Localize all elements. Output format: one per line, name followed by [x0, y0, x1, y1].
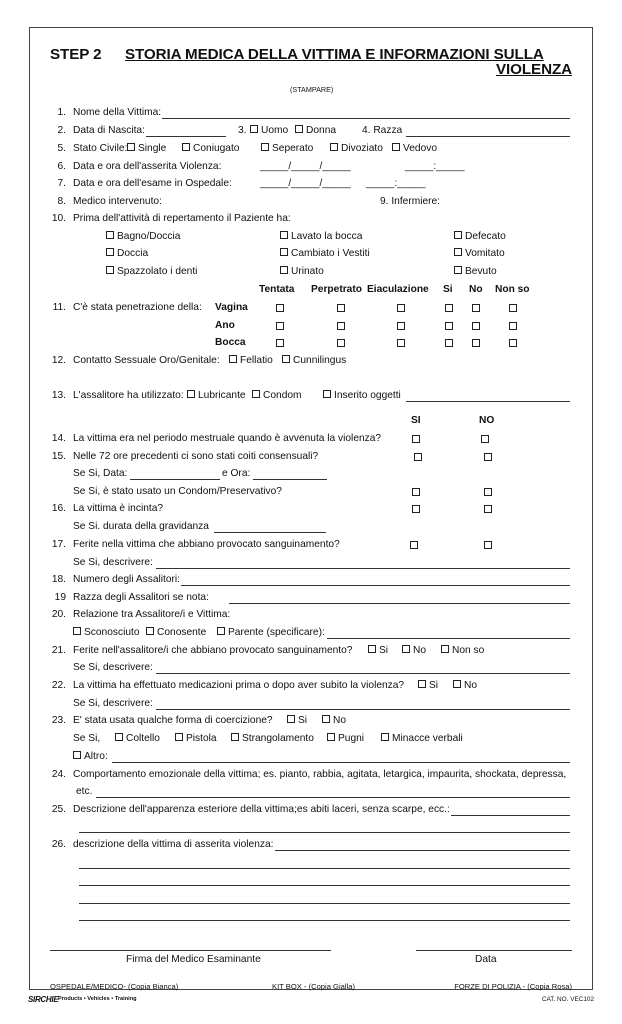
mouth-ejaculation-checkbox[interactable]	[397, 339, 405, 347]
assault-date-field[interactable]: _____/_____/_____	[260, 161, 351, 172]
opt-bath[interactable]: Bagno/Doccia	[106, 231, 180, 243]
opt-urinated[interactable]: Urinato	[280, 266, 324, 278]
vomited-checkbox[interactable]	[454, 248, 462, 256]
q21-describe-field[interactable]	[156, 673, 570, 674]
shower-checkbox[interactable]	[106, 248, 114, 256]
assailant-race-field[interactable]	[229, 603, 570, 604]
col-header-no: No	[469, 284, 483, 295]
q15-label: Nelle 72 ore precedenti ci sono stati coiti consensuali?	[73, 451, 319, 462]
row-anus: Ano	[215, 320, 235, 331]
col-header-unknown: Non so	[495, 284, 530, 295]
q21-label: Ferite nell'assalitore/i che abbiano provocato sanguinamento?	[73, 645, 353, 656]
defecated-checkbox[interactable]	[454, 231, 462, 239]
q10-number: 10.	[51, 213, 66, 224]
opt-changed-clothes[interactable]: Cambiato i Vestiti	[280, 248, 370, 260]
q20-label: Relazione tra Assalitore/i e Vittima:	[73, 609, 231, 620]
mouth-attempted-checkbox[interactable]	[276, 339, 284, 347]
separated-checkbox[interactable]	[261, 143, 269, 151]
marital-divorced[interactable]: Divoziato	[330, 143, 383, 155]
exam-date-field[interactable]: _____/_____/_____	[260, 178, 351, 189]
q17-label: Ferite nella vittima che abbiano provocato sanguinamento?	[73, 539, 340, 550]
q22-yes-checkbox[interactable]	[418, 680, 426, 688]
opt-condom[interactable]: Condom	[252, 390, 302, 402]
q12-label: Contatto Sessuale Oro/Genitale:	[73, 355, 220, 366]
strangulation-checkbox[interactable]	[231, 733, 239, 741]
q17-no-checkbox[interactable]	[484, 541, 492, 549]
copy-yellow: KIT BOX - (Copia Gialla)	[272, 982, 355, 991]
mouth-no-checkbox[interactable]	[472, 339, 480, 347]
col-header-yes: Si	[443, 284, 453, 295]
opt-acquaintance[interactable]: Conosente	[146, 627, 206, 639]
q19-label: Razza degli Assalitori se nota:	[73, 592, 209, 603]
q7-label: Data e ora dell'esame in Ospedale:	[73, 178, 232, 189]
q4-label: 4. Razza	[362, 125, 403, 136]
q16-label: La vittima è incinta?	[73, 503, 164, 514]
q15-number: 15.	[51, 451, 66, 462]
q21-yes-checkbox[interactable]	[368, 645, 376, 653]
q5-number: 5.	[57, 143, 66, 154]
anus-yes-checkbox[interactable]	[445, 322, 453, 330]
q25-label: Descrizione dell'apparenza esteriore della vittima;es abiti laceri, senza scarpe, ecc.:	[73, 804, 450, 815]
relative-specify-field[interactable]	[327, 638, 570, 639]
brand-logo: SIRCHIE	[28, 995, 59, 1004]
no-header: NO	[479, 415, 495, 426]
opt-drank[interactable]: Bevuto	[454, 266, 497, 278]
relative-checkbox[interactable]	[217, 627, 225, 635]
q12-number: 12.	[51, 355, 66, 366]
knife-checkbox[interactable]	[115, 733, 123, 741]
vagina-no-checkbox[interactable]	[472, 304, 480, 312]
assailant-count-field[interactable]	[181, 585, 570, 586]
anus-unknown-checkbox[interactable]	[509, 322, 517, 330]
q18-number: 18.	[51, 574, 66, 585]
anus-ejaculation-checkbox[interactable]	[397, 322, 405, 330]
opt-cunnilingus[interactable]: Cunnilingus	[282, 355, 346, 367]
opt-knife[interactable]: Coltello	[115, 733, 160, 745]
q7-number: 7.	[57, 178, 66, 189]
q15-condom-no-checkbox[interactable]	[484, 488, 492, 496]
q21-number: 21.	[51, 645, 66, 656]
emotional-behavior-field[interactable]	[96, 797, 570, 798]
opt-vomited[interactable]: Vomitato	[454, 248, 505, 260]
opt-relative[interactable]: Parente (specificare):	[217, 627, 325, 639]
q22-label: La vittima ha effettuato medicazioni prima o dopo aver subito la violenza?	[73, 680, 405, 691]
q21-yes[interactable]: Si	[368, 645, 388, 657]
opt-shower[interactable]: Doccia	[106, 248, 148, 260]
other-checkbox[interactable]	[73, 751, 81, 759]
single-checkbox[interactable]	[127, 143, 135, 151]
urinated-checkbox[interactable]	[280, 266, 288, 274]
cunnilingus-checkbox[interactable]	[282, 355, 290, 363]
q16-duration-label: Se Si. durata della gravidanza	[73, 521, 209, 532]
q15-date-field[interactable]	[130, 479, 220, 480]
anus-perpetrated-checkbox[interactable]	[337, 322, 345, 330]
row-vagina: Vagina	[215, 302, 248, 313]
q1-label: Nome della Vittima:	[73, 107, 162, 118]
q11-label: C'è stata penetrazione della:	[73, 302, 202, 313]
victim-description-line4[interactable]	[79, 903, 570, 904]
opt-stranger[interactable]: Sconosciuto	[73, 627, 140, 639]
q23-yes-checkbox[interactable]	[287, 715, 295, 723]
q26-label: descrizione della vittima di asserita violenza:	[73, 839, 274, 850]
q6-label: Data e ora dell'asserita Violenza:	[73, 161, 222, 172]
brand-tagline: Products • Vehicles • Training	[58, 996, 137, 1002]
q15-date-label: Se Si, Data:	[73, 468, 128, 479]
inserted-objects-checkbox[interactable]	[323, 390, 331, 398]
yes-header: SI	[411, 415, 421, 426]
q15-condom-label: Se Si, è stato usato un Condom/Preservativo?	[73, 486, 282, 497]
marital-married[interactable]: Coniugato	[182, 143, 239, 155]
opt-other[interactable]: Altro:	[73, 751, 108, 763]
signature-field[interactable]	[50, 950, 331, 951]
brushed-teeth-checkbox[interactable]	[106, 266, 114, 274]
opt-verbal-threats[interactable]: Minacce verbali	[381, 733, 463, 745]
q8-label: Medico intervenuto:	[73, 196, 162, 207]
q21-unknown-checkbox[interactable]	[441, 645, 449, 653]
col-header-ejaculation: Eiaculazione	[367, 284, 429, 295]
q15-time-label: e Ora:	[222, 468, 251, 479]
gun-checkbox[interactable]	[175, 733, 183, 741]
q14-no-checkbox[interactable]	[481, 435, 489, 443]
opt-washed-mouth[interactable]: Lavato la bocca	[280, 231, 362, 243]
pregnancy-duration-field[interactable]	[214, 532, 326, 533]
q14-number: 14.	[51, 433, 66, 444]
condom-checkbox[interactable]	[252, 390, 260, 398]
bath-checkbox[interactable]	[106, 231, 114, 239]
verbal-threats-checkbox[interactable]	[381, 733, 389, 741]
q15-yes-checkbox[interactable]	[414, 453, 422, 461]
q13-label: L'assalitore ha utilizzato:	[73, 390, 184, 401]
q21-describe-label: Se Si, descrivere:	[73, 662, 153, 673]
gender-male-option[interactable]: Uomo	[250, 125, 288, 137]
q22-describe-label: Se Si, descrivere:	[73, 698, 153, 709]
q23-yes[interactable]: Si	[287, 715, 307, 727]
q15-time-field[interactable]	[253, 479, 327, 480]
q6-number: 6.	[57, 161, 66, 172]
q2-number: 2.	[57, 125, 66, 136]
victim-name-field[interactable]	[162, 118, 570, 119]
q5-label: Stato Civile:	[73, 143, 128, 154]
q22-yes[interactable]: Si	[418, 680, 438, 692]
q20-number: 20.	[51, 609, 66, 620]
q19-number: 19	[54, 592, 66, 603]
q11-number: 11.	[52, 302, 66, 313]
copy-pink: FORZE DI POLIZIA - (Copia Rosa)	[454, 982, 572, 991]
q14-yes-checkbox[interactable]	[412, 435, 420, 443]
other-coercion-field[interactable]	[112, 762, 570, 763]
vagina-attempted-checkbox[interactable]	[276, 304, 284, 312]
signature-label: Firma del Medico Esaminante	[126, 954, 261, 965]
birth-date-field[interactable]	[146, 136, 226, 137]
q23-number: 23.	[51, 715, 66, 726]
q13-number: 13.	[51, 390, 66, 401]
anus-attempted-checkbox[interactable]	[276, 322, 284, 330]
mouth-yes-checkbox[interactable]	[445, 339, 453, 347]
appearance-field-line2[interactable]	[79, 832, 570, 833]
q21-no-checkbox[interactable]	[402, 645, 410, 653]
victim-description-line5[interactable]	[79, 920, 570, 921]
mouth-perpetrated-checkbox[interactable]	[337, 339, 345, 347]
drank-checkbox[interactable]	[454, 266, 462, 274]
vagina-ejaculation-checkbox[interactable]	[397, 304, 405, 312]
marital-widowed[interactable]: Vedovo	[392, 143, 437, 155]
opt-inserted-objects[interactable]: Inserito oggetti	[323, 390, 401, 402]
q9-label: 9. Infermiere:	[380, 196, 441, 207]
opt-brushed-teeth[interactable]: Spazzolato i denti	[106, 266, 197, 278]
copy-white: OSPEDALE/MEDICO- (Copia Bianca)	[50, 982, 179, 991]
col-header-perpetrated: Perpetrato	[311, 284, 362, 295]
col-header-attempted: Tentata	[259, 284, 295, 295]
fellatio-checkbox[interactable]	[229, 355, 237, 363]
date-label: Data	[475, 954, 497, 965]
victim-description-field[interactable]	[275, 850, 570, 851]
catalog-number: CAT. NO. VEC102	[541, 996, 594, 1003]
anus-no-checkbox[interactable]	[472, 322, 480, 330]
q24-etc-label: etc.	[76, 786, 93, 797]
q23-no-checkbox[interactable]	[322, 715, 330, 723]
vagina-unknown-checkbox[interactable]	[509, 304, 517, 312]
mouth-unknown-checkbox[interactable]	[509, 339, 517, 347]
gender-female-option[interactable]: Donna	[295, 125, 336, 137]
changed-clothes-checkbox[interactable]	[280, 248, 288, 256]
widowed-checkbox[interactable]	[392, 143, 400, 151]
q15-no-checkbox[interactable]	[484, 453, 492, 461]
q15-condom-yes-checkbox[interactable]	[412, 488, 420, 496]
q18-label: Numero degli Assalitori:	[73, 574, 181, 585]
q17-yes-checkbox[interactable]	[410, 541, 418, 549]
victim-description-line2[interactable]	[79, 868, 570, 869]
form-title-line2: VIOLENZA	[496, 61, 572, 78]
race-field[interactable]	[406, 136, 570, 137]
divorced-checkbox[interactable]	[330, 143, 338, 151]
assault-time-field[interactable]: _____:_____	[405, 161, 465, 172]
form-title-line1: STORIA MEDICA DELLA VITTIMA E INFORMAZIONI SULLA	[125, 46, 544, 63]
q2-label: Data di Nascita:	[73, 125, 145, 136]
q23-if-yes-label: Se Si,	[73, 733, 101, 744]
male-checkbox[interactable]	[250, 125, 258, 133]
fists-checkbox[interactable]	[327, 733, 335, 741]
vagina-perpetrated-checkbox[interactable]	[337, 304, 345, 312]
q17-describe-label: Se Si, descrivere:	[73, 557, 153, 568]
q25-number: 25.	[51, 804, 66, 815]
q14-label: La vittima era nel periodo mestruale quando è avvenuta la violenza?	[73, 433, 382, 444]
q16-no-checkbox[interactable]	[484, 505, 492, 513]
print-instruction: (STAMPARE)	[290, 85, 334, 94]
q23-no[interactable]: No	[322, 715, 346, 727]
q1-number: 1.	[57, 107, 66, 118]
opt-gun[interactable]: Pistola	[175, 733, 217, 745]
appearance-field[interactable]	[451, 815, 570, 816]
washed-mouth-checkbox[interactable]	[280, 231, 288, 239]
q23-label: E' stata usata qualche forma di coercizione?	[73, 715, 273, 726]
opt-fists[interactable]: Pugni	[327, 733, 364, 745]
opt-defecated[interactable]: Defecato	[454, 231, 506, 243]
q3-number: 3.	[238, 125, 247, 136]
female-checkbox[interactable]	[295, 125, 303, 133]
q22-no-checkbox[interactable]	[453, 680, 461, 688]
q26-number: 26.	[51, 839, 66, 850]
opt-lubricant[interactable]: Lubricante	[187, 390, 246, 402]
vagina-yes-checkbox[interactable]	[445, 304, 453, 312]
q10-label: Prima dell'attività di repertamento il Paziente ha:	[73, 213, 291, 224]
married-checkbox[interactable]	[182, 143, 190, 151]
q24-number: 24.	[51, 769, 66, 780]
opt-strangulation[interactable]: Strangolamento	[231, 733, 314, 745]
inserted-objects-field[interactable]	[406, 401, 570, 402]
q16-yes-checkbox[interactable]	[412, 505, 420, 513]
opt-fellatio[interactable]: Fellatio	[229, 355, 273, 367]
q16-number: 16.	[51, 503, 66, 514]
q21-unknown[interactable]: Non so	[441, 645, 484, 657]
q22-no[interactable]: No	[453, 680, 477, 692]
marital-separated[interactable]: Seperato	[261, 143, 313, 155]
q22-describe-field[interactable]	[156, 709, 570, 710]
step-label: STEP 2	[50, 46, 102, 63]
q8-number: 8.	[57, 196, 66, 207]
q21-no[interactable]: No	[402, 645, 426, 657]
acquaintance-checkbox[interactable]	[146, 627, 154, 635]
q17-describe-field[interactable]	[156, 568, 570, 569]
stranger-checkbox[interactable]	[73, 627, 81, 635]
row-mouth: Bocca	[215, 337, 246, 348]
exam-time-field[interactable]: _____:_____	[366, 178, 426, 189]
victim-description-line3[interactable]	[79, 885, 570, 886]
lubricant-checkbox[interactable]	[187, 390, 195, 398]
q17-number: 17.	[51, 539, 66, 550]
signature-date-field[interactable]	[416, 950, 572, 951]
marital-single[interactable]: Single	[127, 143, 166, 155]
q24-label: Comportamento emozionale della vittima; es. pianto, rabbia, agitata, letargica, impaurita, shockata, depressa,	[73, 769, 567, 780]
q22-number: 22.	[51, 680, 66, 691]
